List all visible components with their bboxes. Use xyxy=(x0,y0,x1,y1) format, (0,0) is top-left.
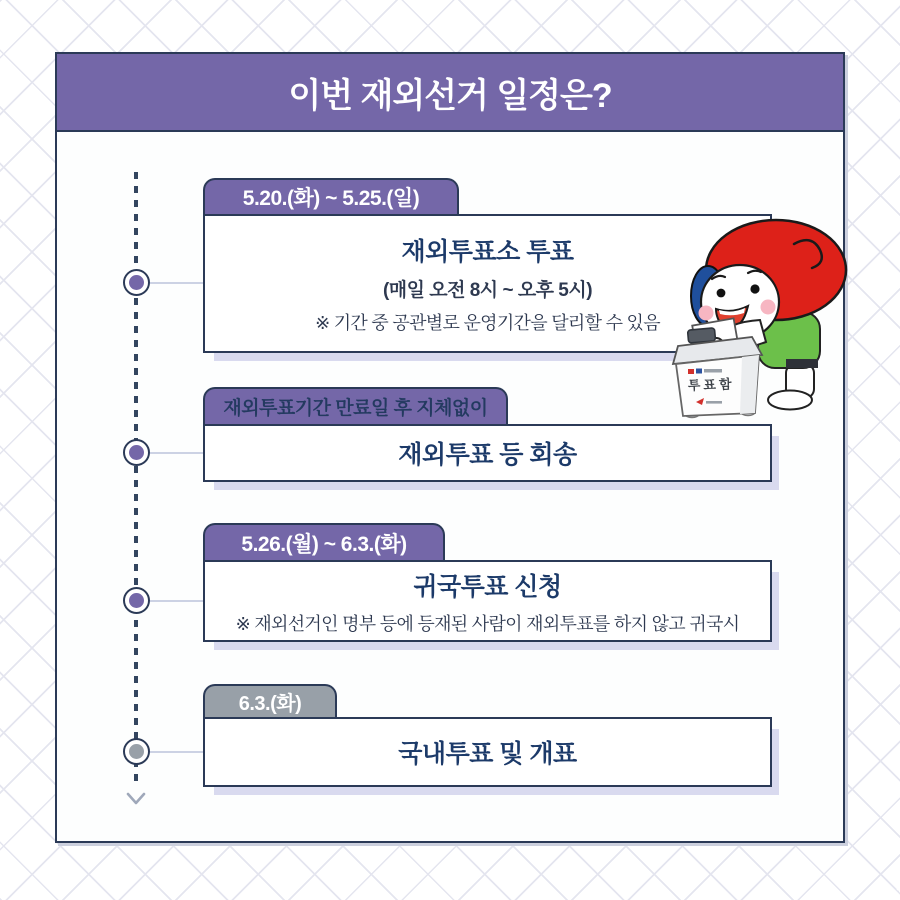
schedule-badge-3: 5.26.(월) ~ 6.3.(화) xyxy=(203,523,445,560)
schedule-card-3-note: ※ 재외선거인 명부 등에 등재된 사람이 재외투표를 하지 않고 귀국시 xyxy=(235,613,740,634)
schedule-card-1-subtitle: (매일 오전 8시 ~ 오후 5시) xyxy=(382,280,593,301)
schedule-card-3-title: 귀국투표 신청 xyxy=(413,572,562,601)
timeline-connector xyxy=(150,282,203,284)
timeline-node-dot xyxy=(129,744,144,759)
mascot-cheek xyxy=(761,300,776,315)
mascot-belt xyxy=(786,359,818,368)
timeline-node-dot xyxy=(129,275,144,290)
schedule-card-2 xyxy=(203,424,772,482)
ballot-box xyxy=(673,328,762,418)
mascot-eye xyxy=(717,289,726,298)
ballot-box-label: 투표함 xyxy=(687,376,735,393)
timeline-connector xyxy=(150,600,203,602)
timeline-connector xyxy=(150,751,203,753)
mascot-character xyxy=(658,216,853,421)
schedule-card-2-title: 재외투표 등 회송 xyxy=(398,441,577,469)
timeline-node xyxy=(123,439,150,466)
timeline-node xyxy=(123,738,150,765)
page-title: 이번 재외선거 일정은? xyxy=(55,52,845,132)
timeline-node xyxy=(123,587,150,614)
mascot-eye xyxy=(750,284,759,293)
schedule-card-1-note: ※ 기간 중 공관별로 운영기간을 달리할 수 있음 xyxy=(315,313,660,333)
timeline-node xyxy=(123,269,150,296)
schedule-badge-2: 재외투표기간 만료일 후 지체없이 xyxy=(203,387,508,424)
mascot-shoe xyxy=(768,391,812,410)
schedule-card-3 xyxy=(203,560,772,642)
timeline-node-dot xyxy=(129,445,144,460)
mascot-cheek xyxy=(699,306,714,321)
schedule-badge-1: 5.20.(화) ~ 5.25.(일) xyxy=(203,178,459,214)
schedule-card-4-title: 국내투표 및 개표 xyxy=(398,740,577,768)
timeline-connector xyxy=(150,452,203,454)
ballot-box-handle xyxy=(688,328,716,343)
schedule-badge-4: 6.3.(화) xyxy=(203,684,337,717)
schedule-card-4 xyxy=(203,717,772,787)
timeline-node-dot xyxy=(129,593,144,608)
schedule-card-1-title: 재외투표소 투표 xyxy=(401,238,574,266)
timeline-end-arrow-icon xyxy=(125,791,147,807)
timeline-dashed-line xyxy=(134,172,138,788)
